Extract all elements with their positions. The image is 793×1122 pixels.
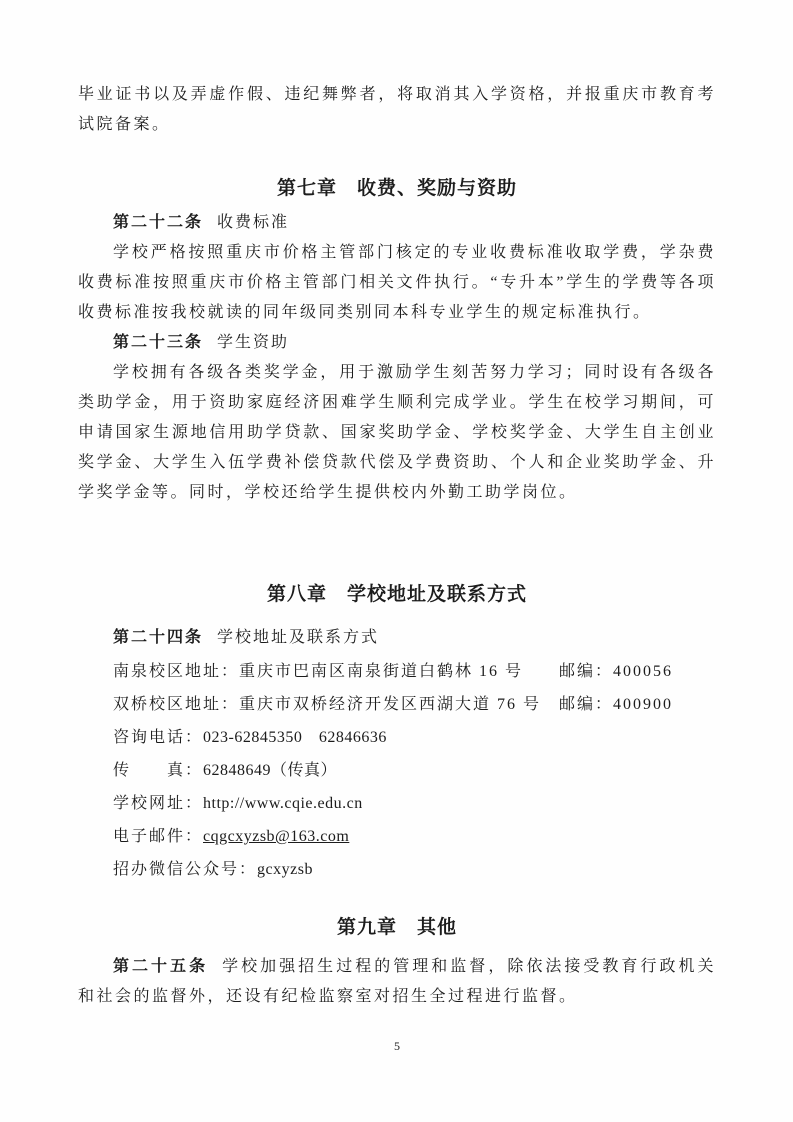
article-22-body: 学校严格按照重庆市价格主管部门核定的专业收费标准收取学费，学杂费收费标准按照重庆市价格主管部门相关文件执行。“专升本”学生的学费等各项收费标准按我校就读的同年级同类别同本科专业学生的规定标准执行。 (78, 244, 716, 321)
contact-value: 重庆市巴南区南泉街道白鹤林 16 号 邮编：400056 (239, 663, 674, 680)
contact-label: 双桥校区地址： (113, 696, 240, 713)
contact-label: 传 真： (113, 762, 204, 779)
contact-info-block (78, 657, 716, 885)
article-23-heading (113, 328, 716, 358)
article-22-label: 第二十二条 (113, 214, 204, 231)
website-url: http://www.cqie.edu.cn (203, 795, 363, 812)
contact-label: 电子邮件： (113, 828, 204, 845)
article-23-label: 第二十三条 (113, 334, 204, 351)
wechat-account: gcxyzsb (257, 861, 313, 878)
article-24-heading (113, 623, 716, 653)
article-23-title: 学生资助 (217, 334, 290, 351)
contact-label: 招办微信公众号： (113, 861, 258, 878)
article-24-label: 第二十四条 (113, 629, 204, 646)
contact-label: 咨询电话： (113, 729, 204, 746)
contact-label: 南泉校区地址： (113, 663, 240, 680)
chapter-7-heading: 第七章 收费、奖励与资助 (276, 178, 517, 199)
page-number: 5 (394, 1039, 400, 1053)
article-25-body: 学校加强招生过程的管理和监督，除依法接受教育行政机关和社会的监督外，还设有纪检监察室对招生全过程进行监督。 (78, 958, 716, 1005)
email-link[interactable]: cqgcxyzsb@163.com (203, 828, 350, 845)
article-25-label: 第二十五条 (113, 958, 209, 975)
fax-number: 62848649（传真） (203, 762, 338, 779)
phone-number: 023-62845350 62846636 (203, 729, 387, 746)
article-25-paragraph (78, 952, 716, 1012)
continuation-paragraph: 毕业证书以及弄虚作假、违纪舞弊者，将取消其入学资格，并报重庆市教育考试院备案。 (78, 86, 716, 133)
article-24-title: 学校地址及联系方式 (217, 629, 380, 646)
contact-row-wechat (113, 855, 716, 885)
article-22-heading (113, 208, 716, 238)
article-22-title: 收费标准 (217, 214, 290, 231)
contact-row-phone (113, 723, 716, 753)
contact-value: 重庆市双桥经济开发区西湖大道 76 号 邮编：400900 (239, 696, 674, 713)
contact-row-nanquan-address (113, 657, 716, 687)
contact-label: 学校网址： (113, 795, 204, 812)
chapter-9-heading: 第九章 其他 (336, 917, 457, 938)
contact-row-email (113, 822, 716, 852)
contact-row-shuangqiao-address (113, 690, 716, 720)
contact-row-website (113, 789, 716, 819)
contact-row-fax (113, 756, 716, 786)
chapter-8-heading: 第八章 学校地址及联系方式 (266, 584, 527, 605)
article-23-body: 学校拥有各级各类奖学金，用于激励学生刻苦努力学习；同时设有各级各类助学金，用于资助家庭经济困难学生顺利完成学业。学生在校学习期间，可申请国家生源地信用助学贷款、国家奖助学金、学校奖学金、大学生自主创业奖学金、大学生入伍学费补偿贷款代偿及学费资助、个人和企业奖助学金、升学奖学金等。同时，学校还给学生提供校内外勤工助学岗位。 (78, 364, 716, 501)
